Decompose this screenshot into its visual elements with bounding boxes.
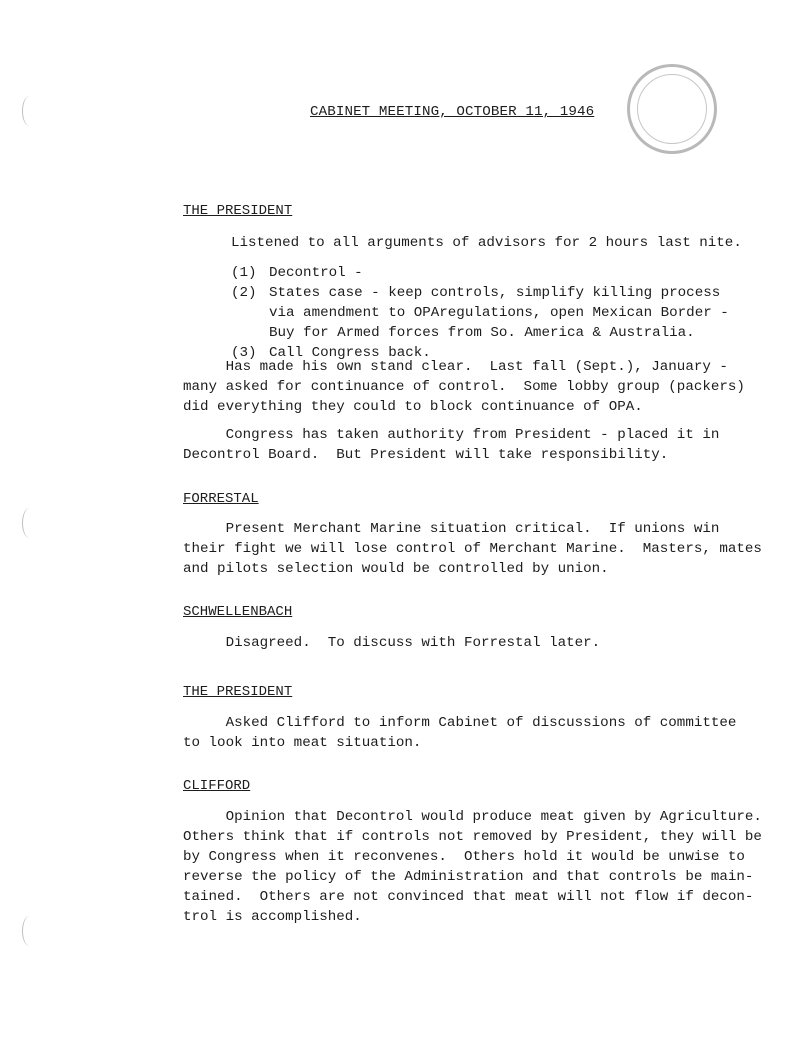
president-paragraph-congress: Congress has taken authority from President - placed it in Decontrol Board. But President will take responsibility. [183,427,720,463]
president-paragraph-stand: Has made his own stand clear. Last fall (Sept.), January - many asked for continuance of control. Some lobby group (packers) did everything they could to block continuance of OPA. [183,359,745,415]
president-paragraph-clifford: Asked Clifford to inform Cabinet of discussions of committee to look into meat situation. [183,715,737,751]
list-item-number: (2) [231,285,257,301]
heading-forrestal: FORRESTAL [183,491,259,507]
binder-hole-mark [22,916,37,946]
list-item [231,263,363,283]
list-item [231,283,729,343]
binder-hole-mark [22,96,37,126]
list-item-number: (3) [231,345,257,361]
archives-stamp-ring [637,74,707,144]
document-title: CABINET MEETING, OCTOBER 11, 1946 [310,104,595,120]
list-item-number: (1) [231,265,257,281]
clifford-paragraph: Opinion that Decontrol would produce meat given by Agriculture. Others think that if controls not removed by President, they will be by Congress when it reconvenes. Others hold it would be unwise to reverse the policy of the Administration and that controls be main- tained. Others are not convinced that meat will not flow if decon- trol is accomplished. [183,809,762,925]
president-intro: Listened to all arguments of advisors for 2 hours last nite. [231,235,742,251]
forrestal-paragraph: Present Merchant Marine situation critical. If unions win their fight we will lose control of Merchant Marine. Masters, mates and pilots selection would be controlled by union. [183,521,762,577]
heading-the-president: THE PRESIDENT [183,203,293,219]
heading-the-president: THE PRESIDENT [183,684,293,700]
heading-clifford: CLIFFORD [183,778,251,794]
binder-hole-mark [22,508,37,538]
archives-stamp [627,64,717,154]
schwellenbach-paragraph: Disagreed. To discuss with Forrestal later. [183,635,601,651]
list-item-text: States case - keep controls, simplify killing process via amendment to OPAregulations, open Mexican Border - Buy for Armed forces from So. America & Australia. [269,285,729,341]
list-item-text: Decontrol - [269,265,363,281]
list-item-text: Call Congress back. [269,345,431,361]
heading-schwellenbach: SCHWELLENBACH [183,604,293,620]
